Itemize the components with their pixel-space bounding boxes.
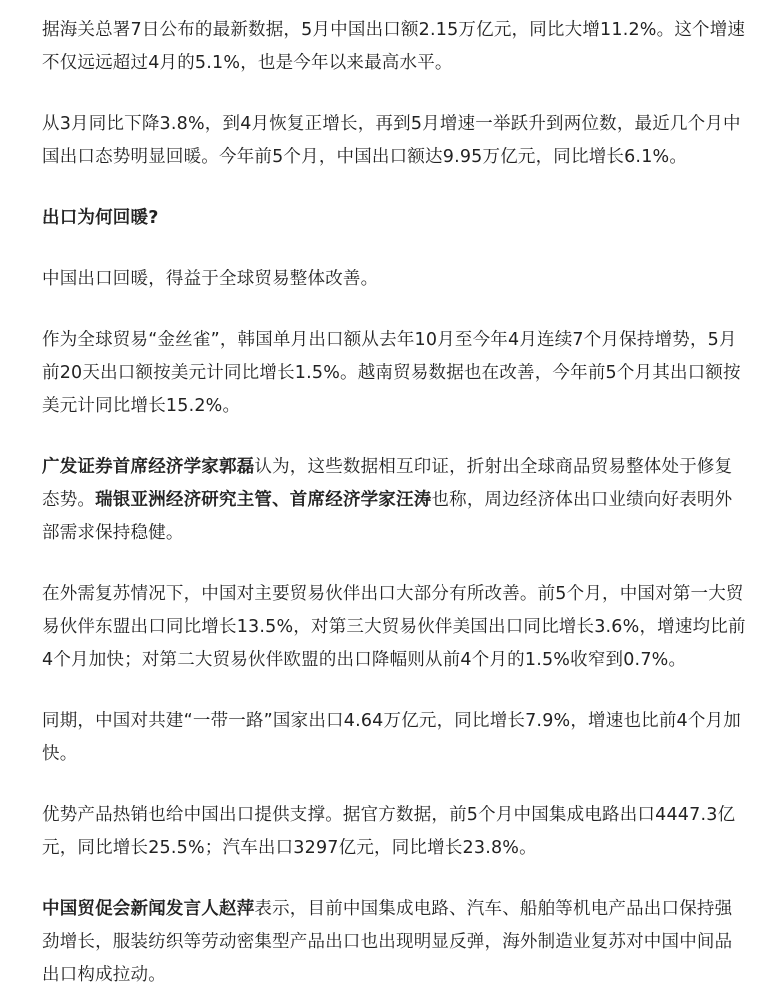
paragraph-products: 优势产品热销也给中国出口提供支撑。据官方数据，前5个月中国集成电路出口4447.3亿元，同比增长25.5%；汽车出口3297亿元，同比增长23.8%。: [42, 805, 736, 858]
spokesperson-quote: 表示，目前中国集成电路、汽车、船舶等机电产品出口保持强劲增长，服装纺织等劳动密集型产品出口也出现明显反弹，海外制造业复苏对中国中间品出口构成拉动。: [42, 899, 733, 985]
economist-quote-2: 也称，周边经济体出口业绩向好表明外部需求保持稳健。: [42, 490, 733, 543]
paragraph-ccpit-spokesperson: [42, 893, 746, 992]
economist-name-guo-lei: 广发证券首席经济学家郭磊: [42, 457, 255, 477]
spokesperson-name-zhao-ping: 中国贸促会新闻发言人赵萍: [42, 899, 255, 919]
economist-name-wang-tao: 瑞银亚洲经济研究主管、首席经济学家汪涛: [95, 490, 432, 510]
paragraph-export-trend: 从3月同比下降3.8%，到4月恢复正增长，再到5月增速一举跃升到两位数，最近几个月中国出口态势明显回暖。今年前5个月，中国出口额达9.95万亿元，同比增长6.1%。: [42, 114, 741, 167]
section-heading: 出口为何回暖?: [42, 208, 159, 228]
economist-quote-1: 认为，这些数据相互印证，折射出全球商品贸易整体处于修复态势。: [42, 457, 733, 510]
paragraph-korea-vietnam: 作为全球贸易“金丝雀”，韩国单月出口额从去年10月至今年4月连续7个月保持增势，5月前20天出口额按美元计同比增长1.5%。越南贸易数据也在改善，今年前5个月其出口额按美元计同比增长15.2%。: [42, 330, 741, 416]
paragraph-export-data: 据海关总署7日公布的最新数据，5月中国出口额2.15万亿元，同比大增11.2%。这个增速不仅远远超过4月的5.1%，也是今年以来最高水平。: [42, 20, 746, 73]
paragraph-trade-partners: 在外需复苏情况下，中国对主要贸易伙伴出口大部分有所改善。前5个月，中国对第一大贸易伙伴东盟出口同比增长13.5%，对第三大贸易伙伴美国出口同比增长3.6%，增速均比前4个月加快；对第二大贸易伙伴欧盟的出口降幅则从前4个月的1.5%收窄到0.7%。: [42, 584, 746, 670]
paragraph-belt-road: 同期，中国对共建“一带一路”国家出口4.64万亿元，同比增长7.9%，增速也比前4个月加快。: [42, 711, 741, 764]
paragraph-global-trade: 中国出口回暖，得益于全球贸易整体改善。: [42, 269, 379, 289]
paragraph-economist-views: [42, 451, 746, 550]
